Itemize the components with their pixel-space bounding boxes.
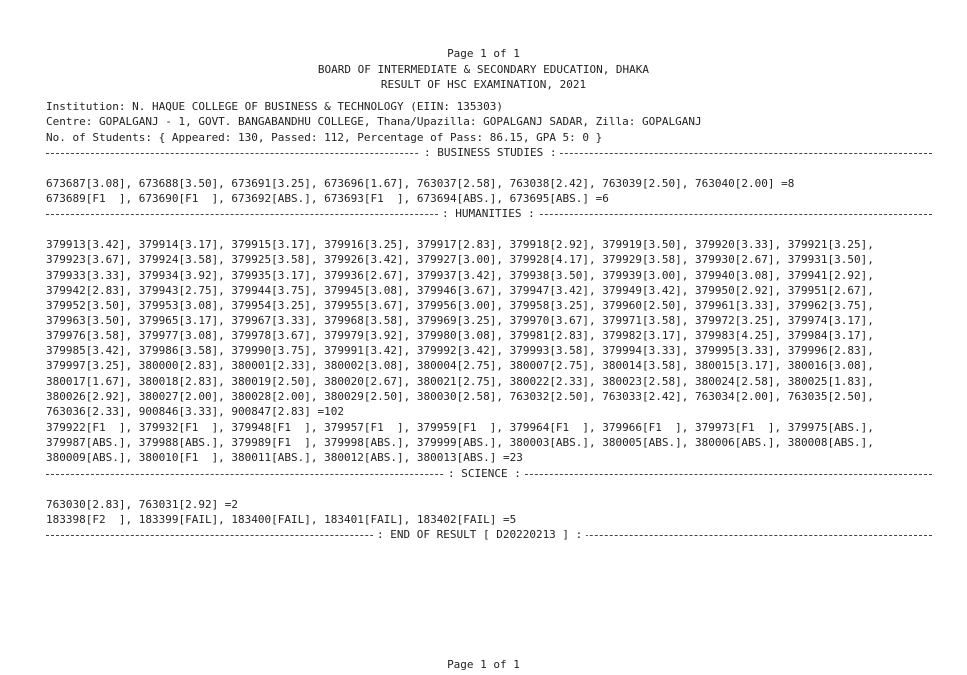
board-title: BOARD OF INTERMEDIATE & SECONDARY EDUCATION, DHAKA [317, 63, 650, 76]
page-number-bottom: Page 1 of 1 [447, 658, 520, 671]
result-line: 379963[3.50], 379965[3.17], 379967[3.33], 379968[3.58], 379969[3.25], 379970[3.67], 379971[3.58], 379972[3.25], 379974[3.17], [46, 314, 874, 327]
business-studies-heading: : BUSINESS STUDIES : [420, 146, 560, 159]
result-line: 673687[3.08], 673688[3.50], 673691[3.25], 673696[1.67], 763037[2.58], 763038[2.42], 763039[2.50], 763040[2.00] =8 [46, 177, 795, 190]
end-of-result-heading: : END OF RESULT [ D20220213 ] : [373, 528, 586, 541]
result-line: 379987[ABS.], 379988[ABS.], 379989[F1 ], 379998[ABS.], 379999[ABS.], 380003[ABS.], 380005[ABS.], 380006[ABS.], 380008[ABS.], [46, 436, 874, 449]
result-line: 379942[2.83], 379943[2.75], 379944[3.75], 379945[3.08], 379946[3.67], 379947[3.42], 379949[3.42], 379950[2.92], 379951[2.67], [46, 284, 874, 297]
result-line: 763030[2.83], 763031[2.92] =2 [46, 498, 239, 511]
result-line: 379933[3.33], 379934[3.92], 379935[3.17], 379936[2.67], 379937[3.42], 379938[3.50], 379939[3.00], 379940[3.08], 379941[2.92], [46, 269, 874, 282]
science-separator [46, 467, 932, 481]
page-number-top: Page 1 of 1 [447, 47, 520, 60]
result-line: 763036[2.33], 900846[3.33], 900847[2.83] =102 [46, 405, 345, 418]
result-line: 380026[2.92], 380027[2.00], 380028[2.00], 380029[2.50], 380030[2.58], 763032[2.50], 763033[2.42], 763034[2.00], 763035[2.50], [46, 390, 874, 403]
science-heading: : SCIENCE : [444, 467, 525, 480]
result-line: 380017[1.67], 380018[2.83], 380019[2.50], 380020[2.67], 380021[2.75], 380022[2.33], 380023[2.58], 380024[2.58], 380025[1.83], [46, 375, 874, 388]
result-line: 379923[3.67], 379924[3.58], 379925[3.58], 379926[3.42], 379927[3.00], 379928[4.17], 379929[3.58], 379930[2.67], 379931[3.50], [46, 253, 874, 266]
humanities-separator [46, 207, 932, 221]
business-studies-separator [46, 146, 932, 160]
result-line: 379922[F1 ], 379932[F1 ], 379948[F1 ], 379957[F1 ], 379959[F1 ], 379964[F1 ], 379966[F1 ], 379973[F1 ], 379975[ABS.], [46, 421, 874, 434]
exam-title: RESULT OF HSC EXAMINATION, 2021 [380, 78, 587, 91]
result-line: 379997[3.25], 380000[2.83], 380001[2.33], 380002[3.08], 380004[2.75], 380007[2.75], 380014[3.58], 380015[3.17], 380016[3.08], [46, 359, 874, 372]
centre-line: Centre: GOPALGANJ - 1, GOVT. BANGABANDHU COLLEGE, Thana/Upazilla: GOPALGANJ SADAR, Zilla: GOPALGANJ [46, 115, 702, 128]
result-line: 379985[3.42], 379986[3.58], 379990[3.75], 379991[3.42], 379992[3.42], 379993[3.58], 379994[3.33], 379995[3.33], 379996[2.83], [46, 344, 874, 357]
result-line: 379976[3.58], 379977[3.08], 379978[3.67], 379979[3.92], 379980[3.08], 379981[2.83], 379982[3.17], 379983[4.25], 379984[3.17], [46, 329, 874, 342]
result-line: 673689[F1 ], 673690[F1 ], 673692[ABS.], 673693[F1 ], 673694[ABS.], 673695[ABS.] =6 [46, 192, 609, 205]
institution-line: Institution: N. HAQUE COLLEGE OF BUSINESS & TECHNOLOGY (EIIN: 135303) [46, 100, 503, 113]
result-line: 379913[3.42], 379914[3.17], 379915[3.17], 379916[3.25], 379917[2.83], 379918[2.92], 379919[3.50], 379920[3.33], 379921[3.25], [46, 238, 874, 251]
end-of-result-separator [46, 528, 932, 542]
humanities-heading: : HUMANITIES : [438, 207, 539, 220]
result-line: 379952[3.50], 379953[3.08], 379954[3.25], 379955[3.67], 379956[3.00], 379958[3.25], 379960[2.50], 379961[3.33], 379962[3.75], [46, 299, 874, 312]
result-line: 183398[F2 ], 183399[FAIL], 183400[FAIL], 183401[FAIL], 183402[FAIL] =5 [46, 513, 517, 526]
result-line: 380009[ABS.], 380010[F1 ], 380011[ABS.], 380012[ABS.], 380013[ABS.] =23 [46, 451, 523, 464]
students-summary-line: No. of Students: { Appeared: 130, Passed: 112, Percentage of Pass: 86.15, GPA 5: 0 } [46, 131, 603, 144]
